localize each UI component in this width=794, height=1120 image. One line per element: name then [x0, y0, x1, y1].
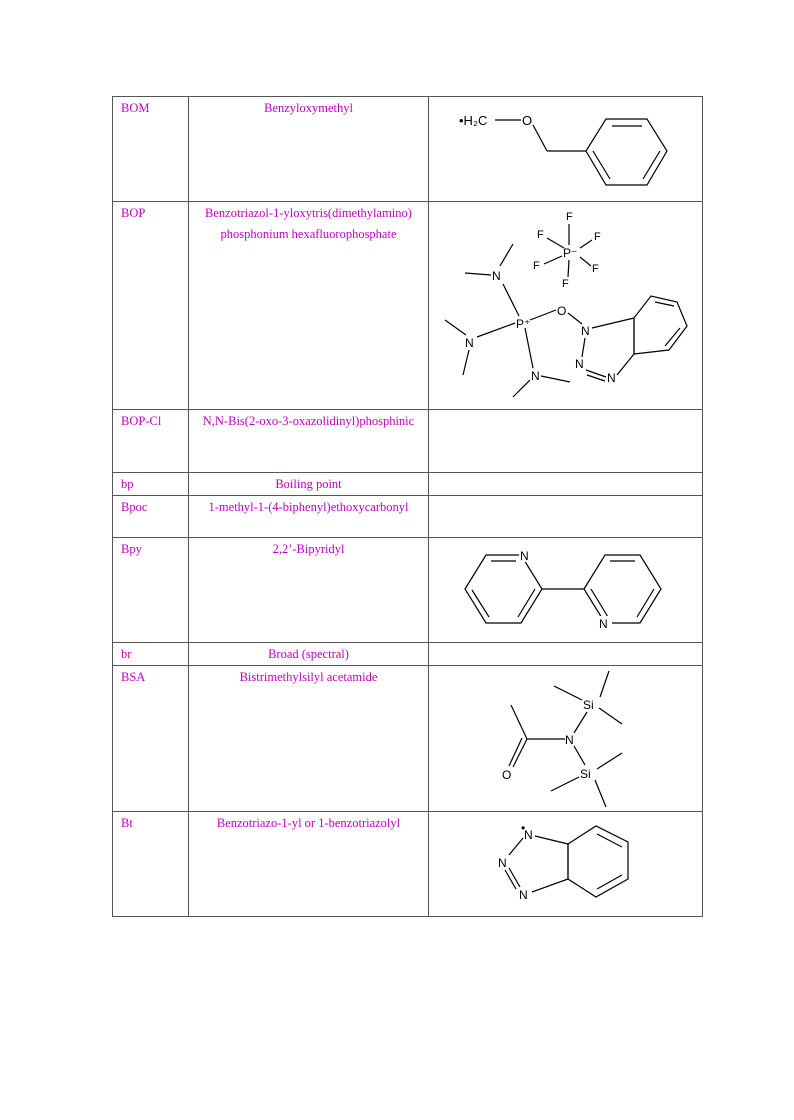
- n-label: N: [498, 856, 507, 870]
- si-label: Si: [583, 698, 594, 712]
- structure-cell: [429, 473, 703, 496]
- n-label: N: [520, 549, 529, 563]
- pf6-p-label: P⁻: [563, 246, 578, 260]
- bom-structure: [429, 97, 702, 201]
- n-label: N: [575, 357, 584, 371]
- abbr-cell: bp: [113, 473, 189, 496]
- table-row: [113, 410, 703, 473]
- n-label: N: [607, 371, 616, 385]
- abbr-cell: BOM: [113, 97, 189, 202]
- n-label: N: [519, 888, 528, 902]
- n-label: N: [581, 324, 590, 338]
- bsa-structure: [429, 666, 702, 811]
- name-cell: Benzotriazo-1-yl or 1-benzotriazolyl: [189, 812, 429, 917]
- structure-cell: [429, 496, 703, 538]
- name-cell: 1-methyl-1-(4-biphenyl)ethoxycarbonyl: [189, 496, 429, 538]
- n1-label: N: [524, 828, 533, 842]
- table-row: [113, 473, 703, 496]
- oxygen-label: O: [522, 113, 533, 128]
- name-cell: Benzyloxymethyl: [189, 97, 429, 202]
- ch2-label: •H₂C: [459, 113, 488, 128]
- n-label: N: [531, 369, 540, 383]
- f-label: F: [537, 229, 544, 241]
- si-label: Si: [580, 767, 591, 781]
- structure-cell: [429, 410, 703, 473]
- bop-structure: [429, 202, 702, 409]
- name-cell: N,N-Bis(2-oxo-3-oxazolidinyl)phosphinic: [189, 410, 429, 473]
- structure-cell: [429, 666, 703, 812]
- name-cell: 2,2’-Bipyridyl: [189, 538, 429, 643]
- table-row: [113, 97, 703, 202]
- name-cell: Boiling point: [189, 473, 429, 496]
- abbr-cell: BOP-Cl: [113, 410, 189, 473]
- p-label: P⁺: [516, 317, 531, 331]
- structure-cell: [429, 97, 703, 202]
- abbr-cell: br: [113, 643, 189, 666]
- bpy-structure: [429, 538, 702, 642]
- table-row: [113, 643, 703, 666]
- n-label: N: [599, 617, 608, 631]
- abbr-cell: Bt: [113, 812, 189, 917]
- f-label: F: [592, 263, 599, 275]
- structure-cell: [429, 538, 703, 643]
- table-row: [113, 812, 703, 917]
- name-cell: Bistrimethylsilyl acetamide: [189, 666, 429, 812]
- name-cell: Broad (spectral): [189, 643, 429, 666]
- abbr-cell: BOP: [113, 202, 189, 410]
- structure-cell: [429, 643, 703, 666]
- structure-cell: [429, 202, 703, 410]
- table-row: [113, 202, 703, 410]
- o-label: O: [557, 304, 567, 318]
- n-label: N: [465, 336, 474, 350]
- bt-structure: [429, 812, 702, 916]
- table-row: [113, 496, 703, 538]
- structure-cell: [429, 812, 703, 917]
- f-label: F: [562, 278, 569, 290]
- table-row: [113, 666, 703, 812]
- f-label: F: [566, 211, 573, 223]
- abbr-cell: Bpy: [113, 538, 189, 643]
- n-label: N: [565, 733, 574, 747]
- table-row: [113, 538, 703, 643]
- radical-dot: •: [521, 821, 526, 835]
- abbr-cell: Bpoc: [113, 496, 189, 538]
- n-label: N: [492, 269, 501, 283]
- o-label: O: [502, 768, 512, 782]
- abbr-cell: BSA: [113, 666, 189, 812]
- f-label: F: [594, 231, 601, 243]
- name-cell: Benzotriazol-1-yloxytris(dimethylamino) phosphonium hexafluorophosphate: [189, 202, 429, 410]
- abbreviation-table: [112, 96, 703, 917]
- f-label: F: [533, 260, 540, 272]
